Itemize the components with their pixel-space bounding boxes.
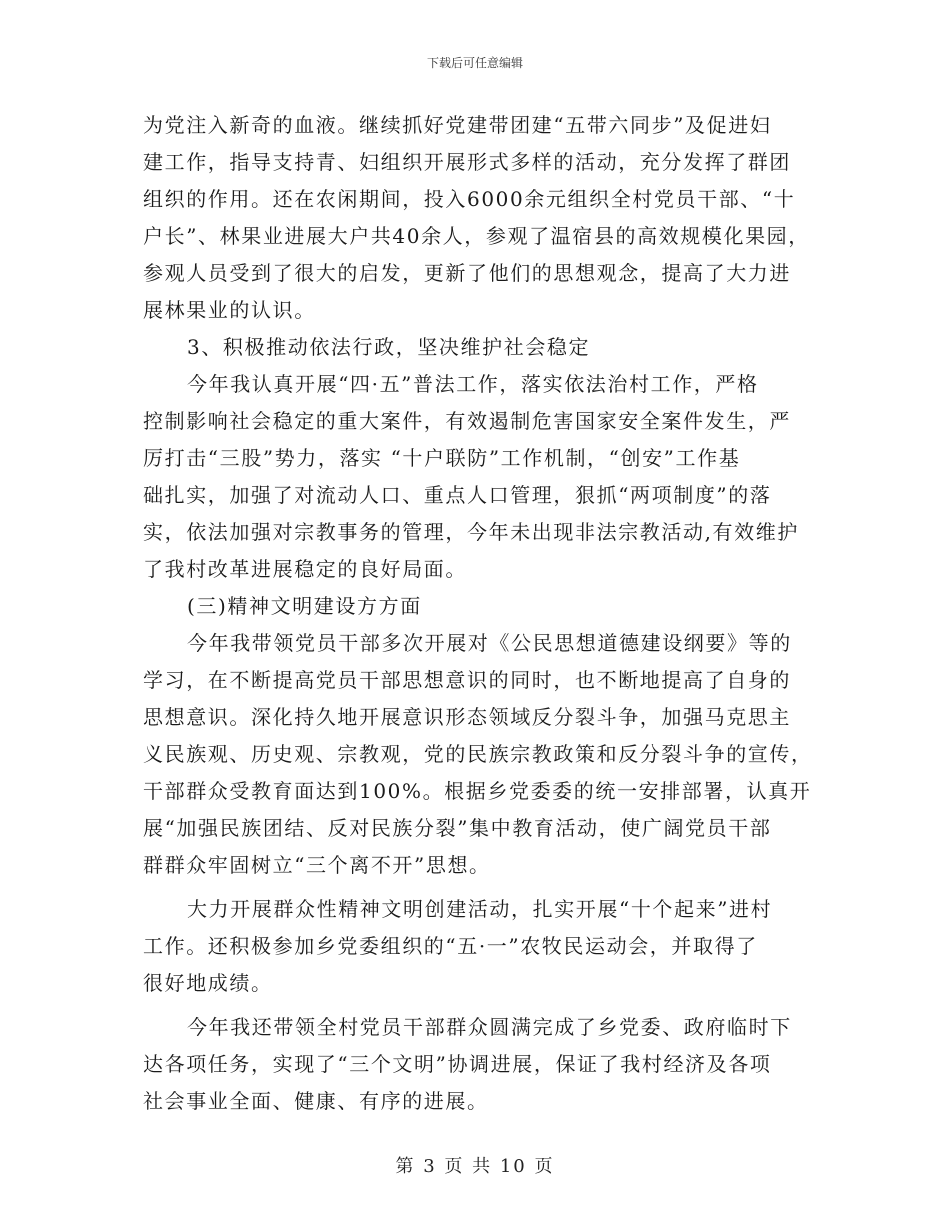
header-note: 下载后可任意编辑 [426, 56, 523, 70]
text-line: 3、积极推动依法行政，坚决维护社会稳定 [187, 335, 591, 359]
text-line: 为党注入新奇的血液。继续抓好党建带团建“五带六同步”及促进妇 [143, 113, 772, 137]
text-line: 大力开展群众性精神文明创建活动，扎实开展“十个起来”进村 [187, 897, 773, 921]
text-line: 础扎实，加强了对流动人口、重点人口管理，狠抓“两项制度”的落 [143, 483, 772, 507]
text-line: 实，依法加强对宗教事务的管理，今年未出现非法宗教活动,有效维护 [143, 520, 799, 544]
text-line: 参观人员受到了很大的启发，更新了他们的思想观念，提高了大力进 [143, 261, 791, 285]
text-line: 厉打击“三股”势力，落实 “十户联防”工作机制，“创安”工作基 [143, 446, 741, 470]
text-line: 了我村改革进展稳定的良好局面。 [143, 557, 467, 581]
text-line: 展“加强民族团结、反对民族分裂”集中教育活动，使广阔党员干部 [143, 816, 772, 840]
document-body [143, 107, 823, 1120]
text-line: 今年我认真开展“四·五”普法工作，落实依法治村工作，严格 [187, 372, 759, 396]
page-number: 第 3 页 共 10 页 [395, 1156, 555, 1177]
text-line: 组织的作用。还在农闲期间，投入6000余元组织全村党员干部、“十 [143, 187, 796, 211]
text-line: 今年我带领党员干部多次开展对《公民思想道德建设纲要》等的 [187, 631, 792, 655]
text-line: 达各项任务，实现了“三个文明”协调进展，保证了我村经济及各项 [143, 1052, 772, 1076]
text-line: 工作。还积极参加乡党委组织的“五·一”农牧民运动会，并取得了 [143, 934, 758, 958]
text-line: 思想意识。深化持久地开展意识形态领域反分裂斗争，加强马克思主 [143, 705, 791, 729]
text-line: 户长”、林果业进展大户共40余人，参观了温宿县的高效规模化果园， [143, 224, 810, 248]
text-line: 干部群众受教育面达到100%。根据乡党委委的统一安排部署，认真开 [143, 779, 812, 803]
text-line: 展林果业的认识。 [143, 298, 316, 322]
text-line: 控制影响社会稳定的重大案件，有效遏制危害国家安全案件发生，严 [143, 409, 791, 433]
text-line: 今年我还带领全村党员干部群众圆满完成了乡党委、政府临时下 [187, 1015, 792, 1039]
text-line: 群群众牢固树立“三个离不开”思想。 [143, 853, 491, 877]
text-line: 很好地成绩。 [143, 971, 273, 995]
text-line: 建工作，指导支持青、妇组织开展形式多样的活动，充分发挥了群团 [143, 150, 791, 174]
text-line: 社会事业全面、健康、有序的进展。 [143, 1089, 489, 1113]
text-line: 义民族观、历史观、宗教观，党的民族宗教政策和反分裂斗争的宣传， [143, 742, 813, 766]
text-line: (三)精神文明建设方方面 [187, 594, 422, 618]
text-line: 学习，在不断提高党员干部思想意识的同时，也不断地提高了自身的 [143, 668, 791, 692]
